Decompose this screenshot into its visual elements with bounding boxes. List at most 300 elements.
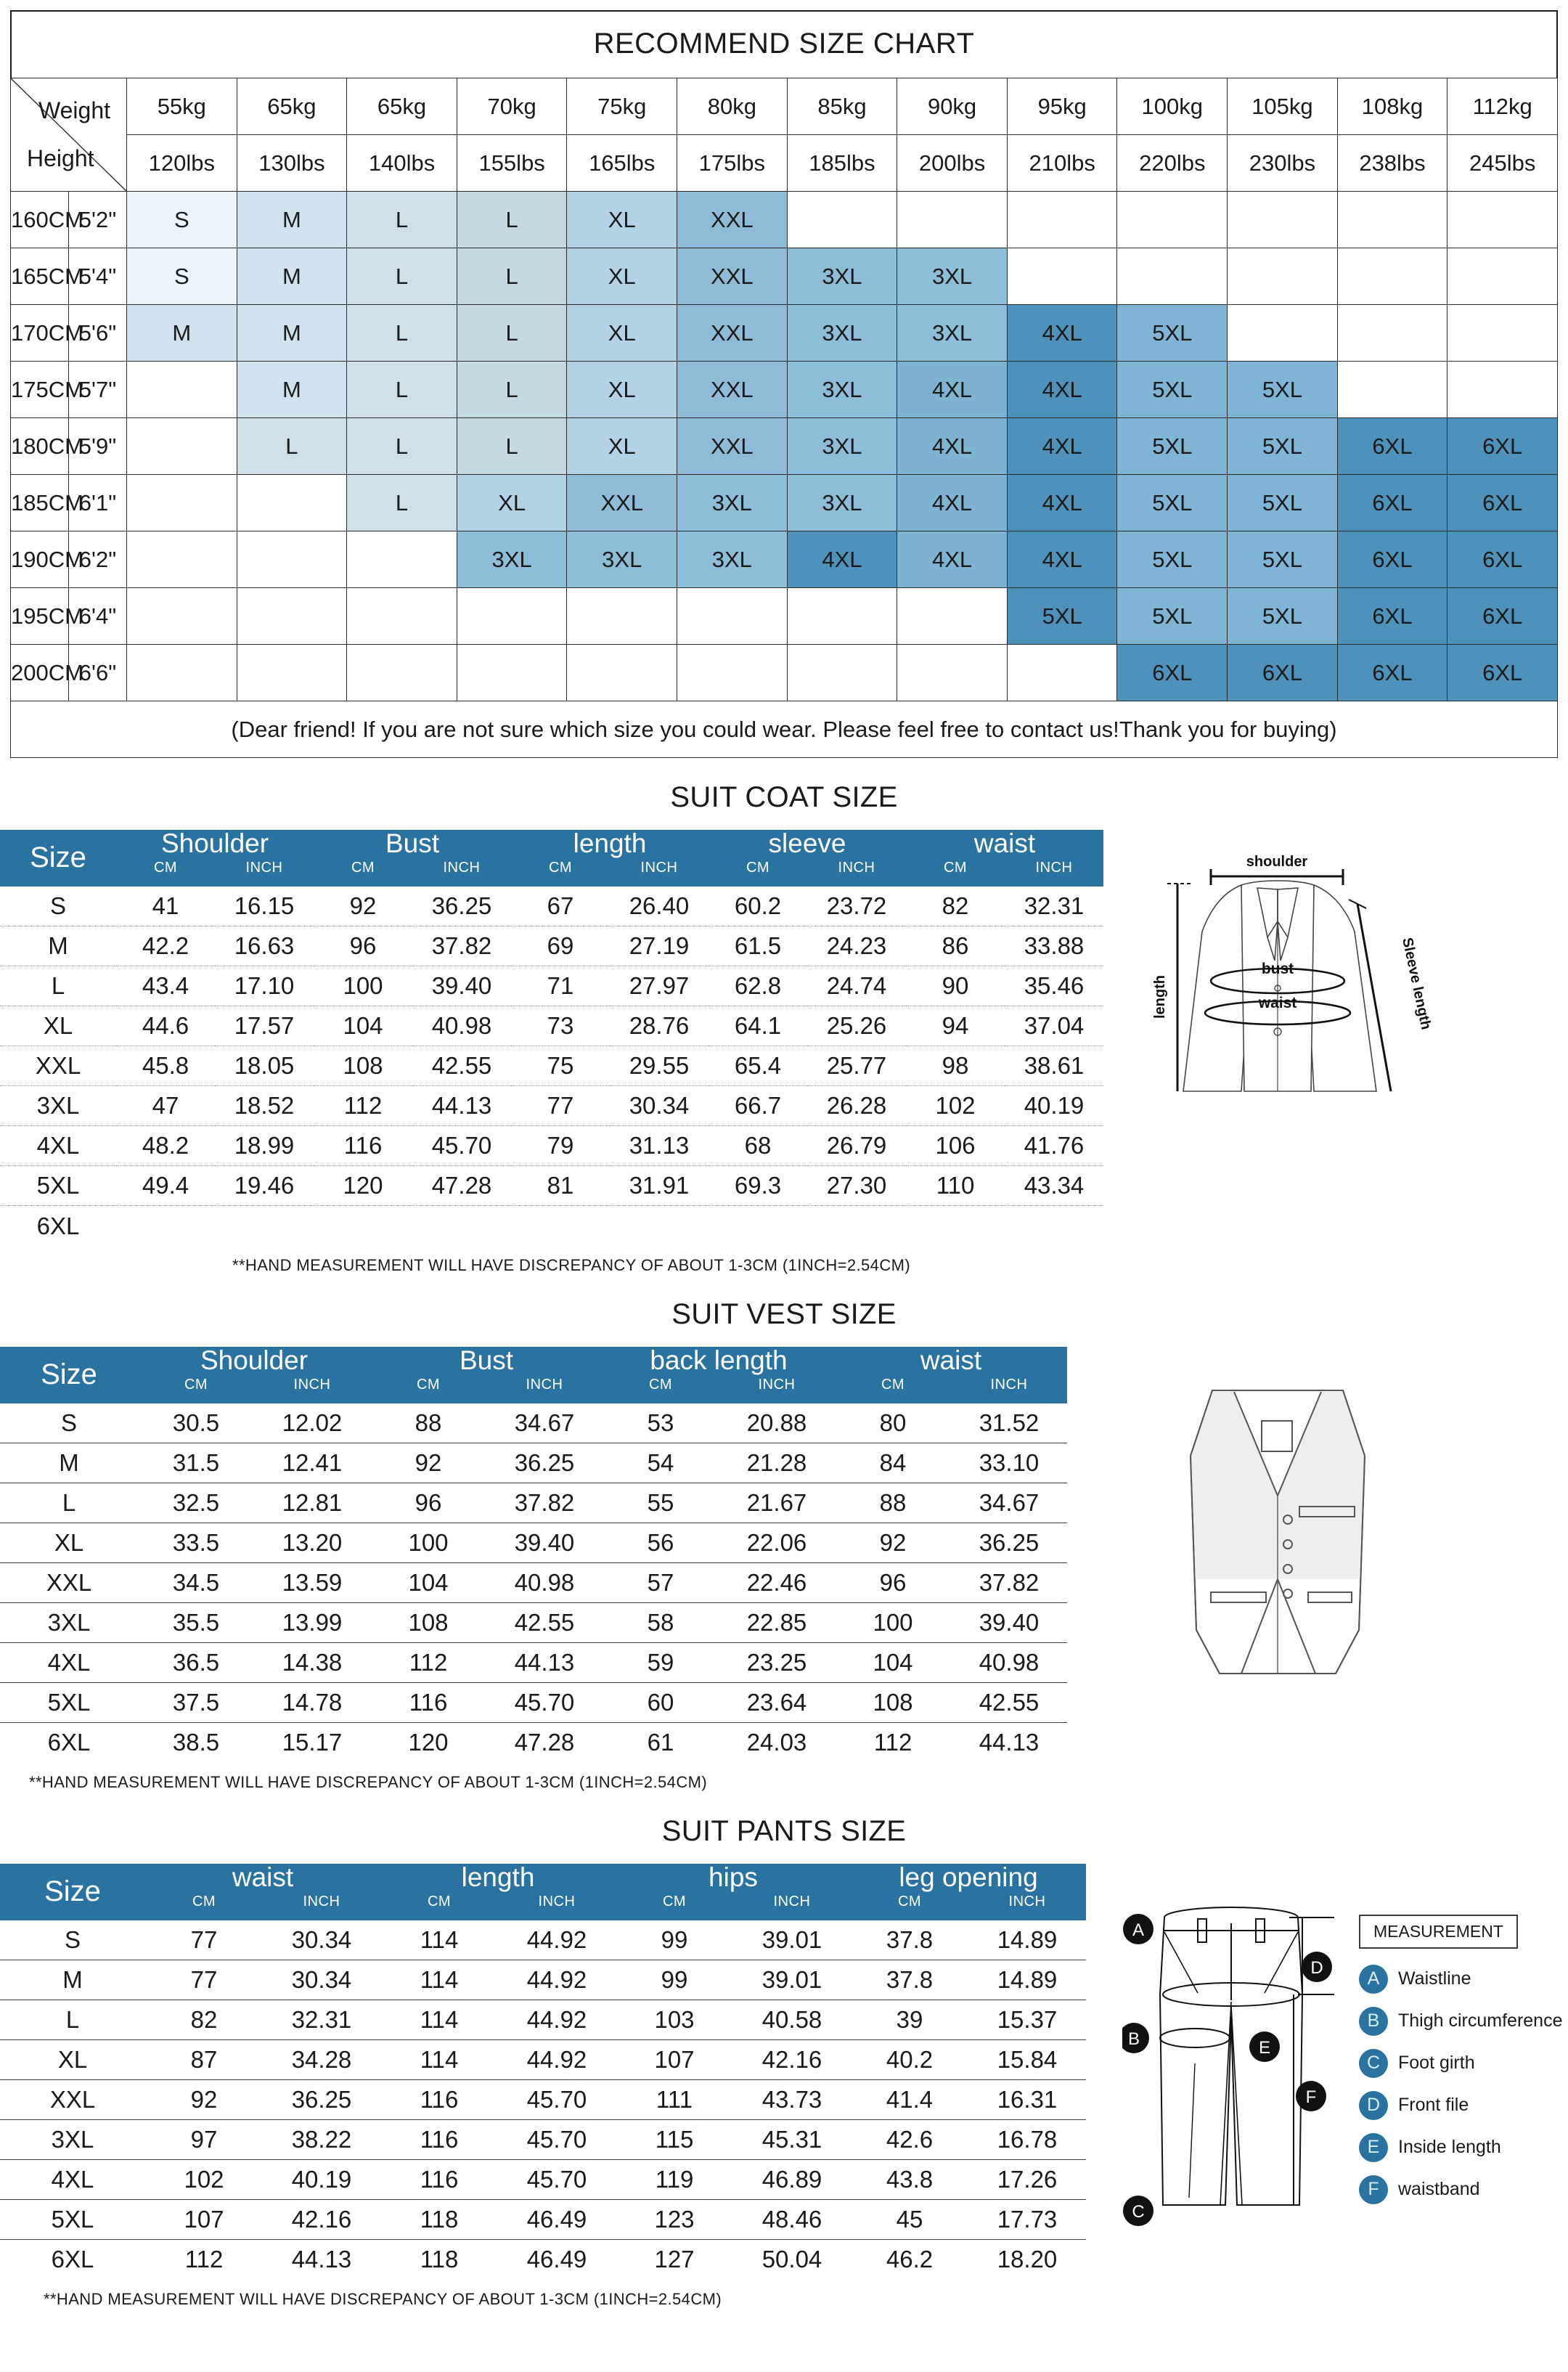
size-label-cell: 6XL (51, 2246, 94, 2273)
measure-value-cell: 24.74 (807, 966, 906, 1006)
height-cm-cell: 175CM (11, 362, 69, 418)
measure-value-cell: 120 (314, 1166, 412, 1206)
measure-value-cell: 34.28 (263, 2040, 380, 2080)
measure-value-cell: 32.5 (138, 1483, 254, 1523)
measure-value-cell: 44.92 (498, 2040, 616, 2080)
size-cell: M (237, 248, 347, 305)
weight-kg-header: 108kg (1337, 78, 1447, 135)
coat-size-header: Size (0, 830, 116, 887)
size-cell: XXL (677, 305, 788, 362)
measure-value-cell: 24.03 (746, 1729, 807, 1756)
size-cell: 5XL (1117, 305, 1228, 362)
size-cell-empty (897, 645, 1008, 701)
unit-inch-header: INCH (807, 858, 906, 887)
measure-value-cell: 43.73 (733, 2080, 851, 2120)
size-cell-empty (1447, 192, 1558, 248)
measure-value-cell: 40.98 (412, 1006, 511, 1046)
measure-value-cell: 32.31 (263, 2000, 380, 2040)
measure-value-cell (215, 1206, 314, 1246)
measure-value-cell: 13.20 (254, 1523, 370, 1563)
weight-lbs-header: 245lbs (1447, 135, 1558, 192)
table-row (0, 1643, 1067, 1683)
size-cell: L (347, 418, 457, 475)
table-row (0, 1483, 1067, 1523)
size-cell: 3XL (787, 362, 897, 418)
table-row (0, 2080, 1086, 2120)
svg-text:D: D (1310, 1957, 1323, 1978)
size-cell-empty (237, 645, 347, 701)
measure-value-cell: 30.34 (263, 1920, 380, 1960)
size-cell: 5XL (1228, 362, 1338, 418)
measure-value-cell: 118 (420, 2246, 459, 2273)
legend-item (1359, 2175, 1562, 2204)
size-cell: L (347, 362, 457, 418)
measure-value-cell: 116 (380, 2080, 498, 2120)
size-label-cell: XXL (0, 2080, 145, 2120)
height-ft-cell: 5'2" (69, 192, 127, 248)
legend-item (1359, 2091, 1562, 2120)
measure-value-cell: 44.92 (498, 1960, 616, 2000)
vest-disclaimer: **HAND MEASUREMENT WILL HAVE DISCREPANCY OF ABOUT 1-3CM (1INCH=2.54CM) (29, 1772, 708, 1791)
size-label-cell: M (0, 1443, 138, 1483)
measure-value-cell: 61 (647, 1729, 674, 1756)
height-ft-cell: 6'2" (69, 531, 127, 588)
measure-value-cell: 48.46 (733, 2200, 851, 2240)
height-ft-cell: 6'6" (69, 645, 127, 701)
measure-value-cell: 80 (835, 1403, 951, 1443)
weight-lbs-header: 185lbs (787, 135, 897, 192)
legend-item (1359, 2007, 1562, 2036)
table-row (0, 1166, 1103, 1206)
size-cell: 5XL (1117, 531, 1228, 588)
measure-value-cell: 20.88 (719, 1403, 835, 1443)
measure-value-cell: 61.5 (709, 926, 807, 966)
diagonal-divider-icon (11, 78, 126, 191)
size-label-cell: S (0, 887, 116, 926)
suit-pants-illustration-icon (1122, 1886, 1340, 2227)
measure-value-cell: 69 (511, 926, 610, 966)
size-label-cell: L (0, 1483, 138, 1523)
measure-value-cell: 42.55 (412, 1046, 511, 1086)
measure-value-cell: 104 (835, 1643, 951, 1683)
measure-value-cell: 107 (616, 2040, 733, 2080)
size-cell: L (347, 305, 457, 362)
unit-inch-header: INCH (486, 1375, 603, 1403)
legend-item (1359, 2049, 1562, 2078)
pants-disclaimer: **HAND MEASUREMENT WILL HAVE DISCREPANCY OF ABOUT 1-3CM (1INCH=2.54CM) (44, 2289, 722, 2308)
size-cell: M (127, 305, 237, 362)
measure-value-cell: 31.13 (610, 1126, 709, 1166)
size-cell: L (457, 248, 567, 305)
size-label-cell: 3XL (0, 1086, 116, 1126)
measure-value-cell: 26.40 (610, 887, 709, 926)
measure-value-cell: 21.67 (719, 1483, 835, 1523)
height-cm-cell: 170CM (11, 305, 69, 362)
measure-value-cell: 37.82 (412, 926, 511, 966)
measure-value-cell (314, 1206, 412, 1246)
legend-item (1359, 2133, 1562, 2162)
measure-value-cell (412, 1206, 511, 1246)
table-row (0, 1603, 1067, 1643)
pants-section (0, 1864, 1568, 2309)
size-cell-empty (127, 531, 237, 588)
weight-kg-header: 85kg (787, 78, 897, 135)
measure-value-cell: 34.67 (951, 1483, 1067, 1523)
measure-value-cell: 108 (370, 1603, 486, 1643)
size-cell-empty (127, 475, 237, 531)
measure-value-cell: 104 (370, 1563, 486, 1603)
recommend-chart-head (11, 78, 1558, 192)
coat-diagram (1103, 830, 1437, 1102)
size-cell: 4XL (1007, 305, 1117, 362)
unit-cm-header: CM (116, 858, 215, 887)
table-row (0, 2120, 1086, 2160)
weight-lbs-header: 220lbs (1117, 135, 1228, 192)
size-cell-empty (1007, 248, 1117, 305)
pants-group-header: hips (616, 1864, 851, 1892)
measure-value-cell: 16.78 (968, 2120, 1086, 2160)
size-cell: M (237, 305, 347, 362)
measure-value-cell: 44.92 (498, 1920, 616, 1960)
measure-value-cell: 118 (380, 2200, 498, 2240)
measure-value-cell: 14.78 (254, 1683, 370, 1723)
coat-group-header: sleeve (709, 830, 906, 858)
pants-section-title: SUIT PANTS SIZE (661, 1814, 907, 1847)
size-cell-empty (347, 531, 457, 588)
legend-label: Waistline (1398, 1968, 1471, 1989)
measure-value-cell: 42.55 (486, 1603, 603, 1643)
measure-value-cell: 27.19 (610, 926, 709, 966)
size-cell-empty (787, 645, 897, 701)
measure-value-cell: 112 (370, 1643, 486, 1683)
measure-value-cell: 58 (603, 1603, 719, 1643)
measure-value-cell: 65.4 (709, 1046, 807, 1086)
size-cell: 5XL (1228, 588, 1338, 645)
table-row (0, 2200, 1086, 2240)
measure-value-cell: 30.5 (138, 1403, 254, 1443)
unit-cm-header: CM (851, 1892, 968, 1920)
measure-value-cell: 14.89 (968, 1920, 1086, 1960)
size-cell-empty (1447, 248, 1558, 305)
size-cell: 3XL (897, 248, 1008, 305)
measure-value-cell: 45.31 (733, 2120, 851, 2160)
size-cell: 4XL (897, 475, 1008, 531)
measure-value-cell: 29.55 (610, 1046, 709, 1086)
size-cell-empty (897, 588, 1008, 645)
measure-value-cell: 28.76 (610, 1006, 709, 1046)
measure-value-cell: 39.40 (486, 1523, 603, 1563)
table-row (0, 1523, 1067, 1563)
suit-vest-illustration-icon (1125, 1361, 1430, 1695)
height-cm-cell: 180CM (11, 418, 69, 475)
size-label-cell: M (0, 926, 116, 966)
unit-cm-header: CM (511, 858, 610, 887)
weight-lbs-header: 120lbs (127, 135, 237, 192)
size-cell-empty (1117, 248, 1228, 305)
size-cell: 6XL (1117, 645, 1228, 701)
measure-value-cell: 13.99 (254, 1603, 370, 1643)
measure-value-cell: 64.1 (709, 1006, 807, 1046)
size-cell-empty (787, 588, 897, 645)
size-cell: XL (457, 475, 567, 531)
size-cell-empty (1228, 192, 1338, 248)
measure-value-cell: 35.46 (1005, 966, 1103, 1006)
measure-value-cell: 102 (145, 2160, 263, 2200)
recommend-chart-title: RECOMMEND SIZE CHART (10, 10, 1558, 78)
measure-value-cell: 26.28 (807, 1086, 906, 1126)
measure-value-cell: 23.72 (807, 887, 906, 926)
legend-label: waistband (1398, 2179, 1480, 2200)
size-label-cell: 4XL (0, 1126, 116, 1166)
svg-text:length: length (1152, 975, 1168, 1019)
measure-value-cell: 31.52 (951, 1403, 1067, 1443)
measure-value-cell: 54 (603, 1443, 719, 1483)
measure-value-cell: 116 (370, 1683, 486, 1723)
size-cell: 3XL (787, 305, 897, 362)
size-cell-empty (1337, 248, 1447, 305)
vest-group-header: Bust (370, 1347, 603, 1375)
measure-value-cell: 47.28 (514, 1729, 575, 1756)
measure-value-cell: 15.84 (968, 2040, 1086, 2080)
size-cell: 3XL (677, 475, 788, 531)
measure-value-cell: 90 (906, 966, 1005, 1006)
svg-text:C: C (1132, 2201, 1145, 2222)
measure-value-cell: 100 (370, 1523, 486, 1563)
size-cell: L (347, 475, 457, 531)
size-cell: XL (567, 248, 677, 305)
size-cell: 6XL (1447, 418, 1558, 475)
measure-value-cell: 77 (511, 1086, 610, 1126)
measure-value-cell: 112 (873, 1729, 912, 1756)
unit-cm-header: CM (380, 1892, 498, 1920)
measure-value-cell: 112 (314, 1086, 412, 1126)
coat-size-table (0, 830, 1103, 1246)
measure-value-cell: 39.01 (733, 1960, 851, 2000)
table-row (0, 1086, 1103, 1126)
measure-value-cell: 99 (616, 1920, 733, 1960)
table-row (0, 1960, 1086, 2000)
measure-value-cell: 17.73 (968, 2200, 1086, 2240)
vest-section (0, 1347, 1568, 1792)
unit-inch-header: INCH (951, 1375, 1067, 1403)
size-cell: 4XL (787, 531, 897, 588)
measure-value-cell: 40.19 (1005, 1086, 1103, 1126)
measure-value-cell: 100 (835, 1603, 951, 1643)
measure-value-cell: 39 (851, 2000, 968, 2040)
size-cell: 4XL (897, 418, 1008, 475)
height-ft-cell: 5'6" (69, 305, 127, 362)
measure-value-cell: 88 (835, 1483, 951, 1523)
size-cell-empty (1228, 305, 1338, 362)
unit-inch-header: INCH (610, 858, 709, 887)
size-label-cell: 3XL (0, 1603, 138, 1643)
measure-value-cell: 33.88 (1005, 926, 1103, 966)
coat-section (0, 830, 1568, 1275)
measure-value-cell: 50.04 (761, 2246, 822, 2273)
svg-text:bust: bust (1261, 961, 1294, 977)
weight-lbs-header: 230lbs (1228, 135, 1338, 192)
measure-value-cell: 111 (616, 2080, 733, 2120)
height-ft-cell: 5'4" (69, 248, 127, 305)
legend-key-badge: A (1359, 1965, 1388, 1994)
size-cell: L (457, 362, 567, 418)
weight-lbs-header: 165lbs (567, 135, 677, 192)
size-cell: 6XL (1337, 475, 1447, 531)
svg-text:F: F (1305, 2087, 1317, 2107)
height-axis-label: Height (27, 145, 94, 171)
measure-value-cell: 45.70 (498, 2080, 616, 2120)
table-row (0, 1443, 1067, 1483)
measure-value-cell: 92 (314, 887, 412, 926)
recommend-chart-row (11, 192, 1558, 248)
size-cell: 3XL (677, 531, 788, 588)
pants-table-wrapper (0, 1864, 1086, 2309)
measure-value-cell: 46.49 (526, 2246, 587, 2273)
measure-value-cell: 45.70 (412, 1126, 511, 1166)
measure-value-cell: 33.5 (138, 1523, 254, 1563)
unit-inch-header: INCH (215, 858, 314, 887)
unit-inch-header: INCH (412, 858, 511, 887)
size-cell-empty (127, 645, 237, 701)
size-label-cell: XXL (0, 1046, 116, 1086)
measure-value-cell: 22.46 (719, 1563, 835, 1603)
svg-text:B: B (1127, 2029, 1140, 2049)
measure-value-cell: 30.34 (610, 1086, 709, 1126)
size-cell-empty (237, 475, 347, 531)
measure-value-cell (511, 1206, 610, 1246)
weight-lbs-header: 140lbs (347, 135, 457, 192)
measure-value-cell: 102 (906, 1086, 1005, 1126)
size-cell: 6XL (1447, 645, 1558, 701)
measure-value-cell: 120 (408, 1729, 449, 1756)
size-cell: XL (567, 305, 677, 362)
table-row (0, 2240, 1086, 2280)
pants-group-header: waist (145, 1864, 380, 1892)
measure-value-cell: 60 (603, 1683, 719, 1723)
unit-inch-header: INCH (719, 1375, 835, 1403)
unit-cm-header: CM (616, 1892, 733, 1920)
measure-value-cell: 13.59 (254, 1563, 370, 1603)
measure-value-cell: 119 (616, 2160, 733, 2200)
measure-value-cell: 39.01 (733, 1920, 851, 1960)
vest-diagram (1067, 1347, 1430, 1699)
size-cell: 6XL (1447, 588, 1558, 645)
measure-value-cell: 21.28 (719, 1443, 835, 1483)
measure-value-cell: 41.76 (1005, 1126, 1103, 1166)
measure-value-cell: 100 (314, 966, 412, 1006)
measure-value-cell: 45.8 (116, 1046, 215, 1086)
size-cell: 4XL (1007, 418, 1117, 475)
measure-value-cell: 42.2 (116, 926, 215, 966)
measure-value-cell: 116 (314, 1126, 412, 1166)
size-cell-empty (237, 588, 347, 645)
measure-value-cell: 57 (603, 1563, 719, 1603)
coat-table-wrapper (0, 830, 1103, 1275)
measure-value-cell: 31.91 (610, 1166, 709, 1206)
size-label-cell: 6XL (47, 1729, 91, 1756)
height-ft-cell: 6'1" (69, 475, 127, 531)
size-cell: 6XL (1337, 645, 1447, 701)
measure-value-cell: 18.05 (215, 1046, 314, 1086)
measure-value-cell: 84 (835, 1443, 951, 1483)
svg-text:A: A (1132, 1920, 1145, 1940)
measure-value-cell: 18.52 (215, 1086, 314, 1126)
weight-kg-header: 95kg (1007, 78, 1117, 135)
pants-group-header: leg opening (851, 1864, 1086, 1892)
vest-section-title: SUIT VEST SIZE (671, 1297, 897, 1330)
size-cell: 3XL (787, 418, 897, 475)
size-cell-empty (897, 192, 1008, 248)
table-row (0, 1403, 1067, 1443)
size-cell: 5XL (1228, 475, 1338, 531)
measure-value-cell: 44.13 (979, 1729, 1040, 1756)
measure-value-cell: 114 (380, 2000, 498, 2040)
measure-value-cell: 108 (835, 1683, 951, 1723)
legend-label: Inside length (1398, 2137, 1501, 2158)
recommend-chart-row (11, 248, 1558, 305)
size-cell: 5XL (1117, 418, 1228, 475)
measure-value-cell: 12.41 (254, 1443, 370, 1483)
unit-cm-header: CM (906, 858, 1005, 887)
size-cell-empty (1337, 362, 1447, 418)
measure-value-cell: 17.26 (968, 2160, 1086, 2200)
weight-kg-header: 100kg (1117, 78, 1228, 135)
size-cell: XXL (677, 418, 788, 475)
measure-value-cell: 43.4 (116, 966, 215, 1006)
recommend-chart-row (11, 645, 1558, 701)
measure-value-cell: 24.23 (807, 926, 906, 966)
coat-group-header: Shoulder (116, 830, 314, 858)
size-cell: 4XL (897, 362, 1008, 418)
measure-value-cell: 46.49 (498, 2200, 616, 2240)
height-cm-cell: 165CM (11, 248, 69, 305)
table-row (0, 1563, 1067, 1603)
measure-value-cell: 88 (370, 1403, 486, 1443)
suit-coat-illustration-icon (1132, 852, 1437, 1099)
measure-value-cell: 41 (116, 887, 215, 926)
size-cell-empty (457, 645, 567, 701)
size-cell: L (457, 418, 567, 475)
svg-text:shoulder: shoulder (1246, 854, 1308, 870)
legend-key-badge: E (1359, 2133, 1388, 2162)
unit-cm-header: CM (603, 1375, 719, 1403)
recommend-chart-row (11, 305, 1558, 362)
measure-value-cell: 12.02 (254, 1403, 370, 1443)
measure-value-cell: 34.5 (138, 1563, 254, 1603)
measure-value-cell: 27.30 (807, 1166, 906, 1206)
coat-section-title: SUIT COAT SIZE (670, 781, 898, 813)
measure-value-cell: 94 (906, 1006, 1005, 1046)
coat-group-header: waist (906, 830, 1103, 858)
recommend-chart-row (11, 362, 1558, 418)
unit-cm-header: CM (709, 858, 807, 887)
measure-value-cell: 23.25 (719, 1643, 835, 1683)
height-weight-corner-cell (11, 78, 127, 192)
measure-value-cell: 115 (616, 2120, 733, 2160)
measure-value-cell: 44.13 (291, 2246, 352, 2273)
measure-value-cell: 14.38 (254, 1643, 370, 1683)
size-cell: XL (567, 192, 677, 248)
unit-inch-header: INCH (498, 1892, 616, 1920)
size-cell-empty (787, 192, 897, 248)
unit-inch-header: INCH (968, 1892, 1086, 1920)
size-cell: L (347, 192, 457, 248)
measure-value-cell: 18.20 (997, 2246, 1058, 2273)
size-cell: XXL (567, 475, 677, 531)
measure-value-cell: 82 (145, 2000, 263, 2040)
pants-size-header: Size (0, 1864, 145, 1920)
measure-value-cell: 86 (906, 926, 1005, 966)
